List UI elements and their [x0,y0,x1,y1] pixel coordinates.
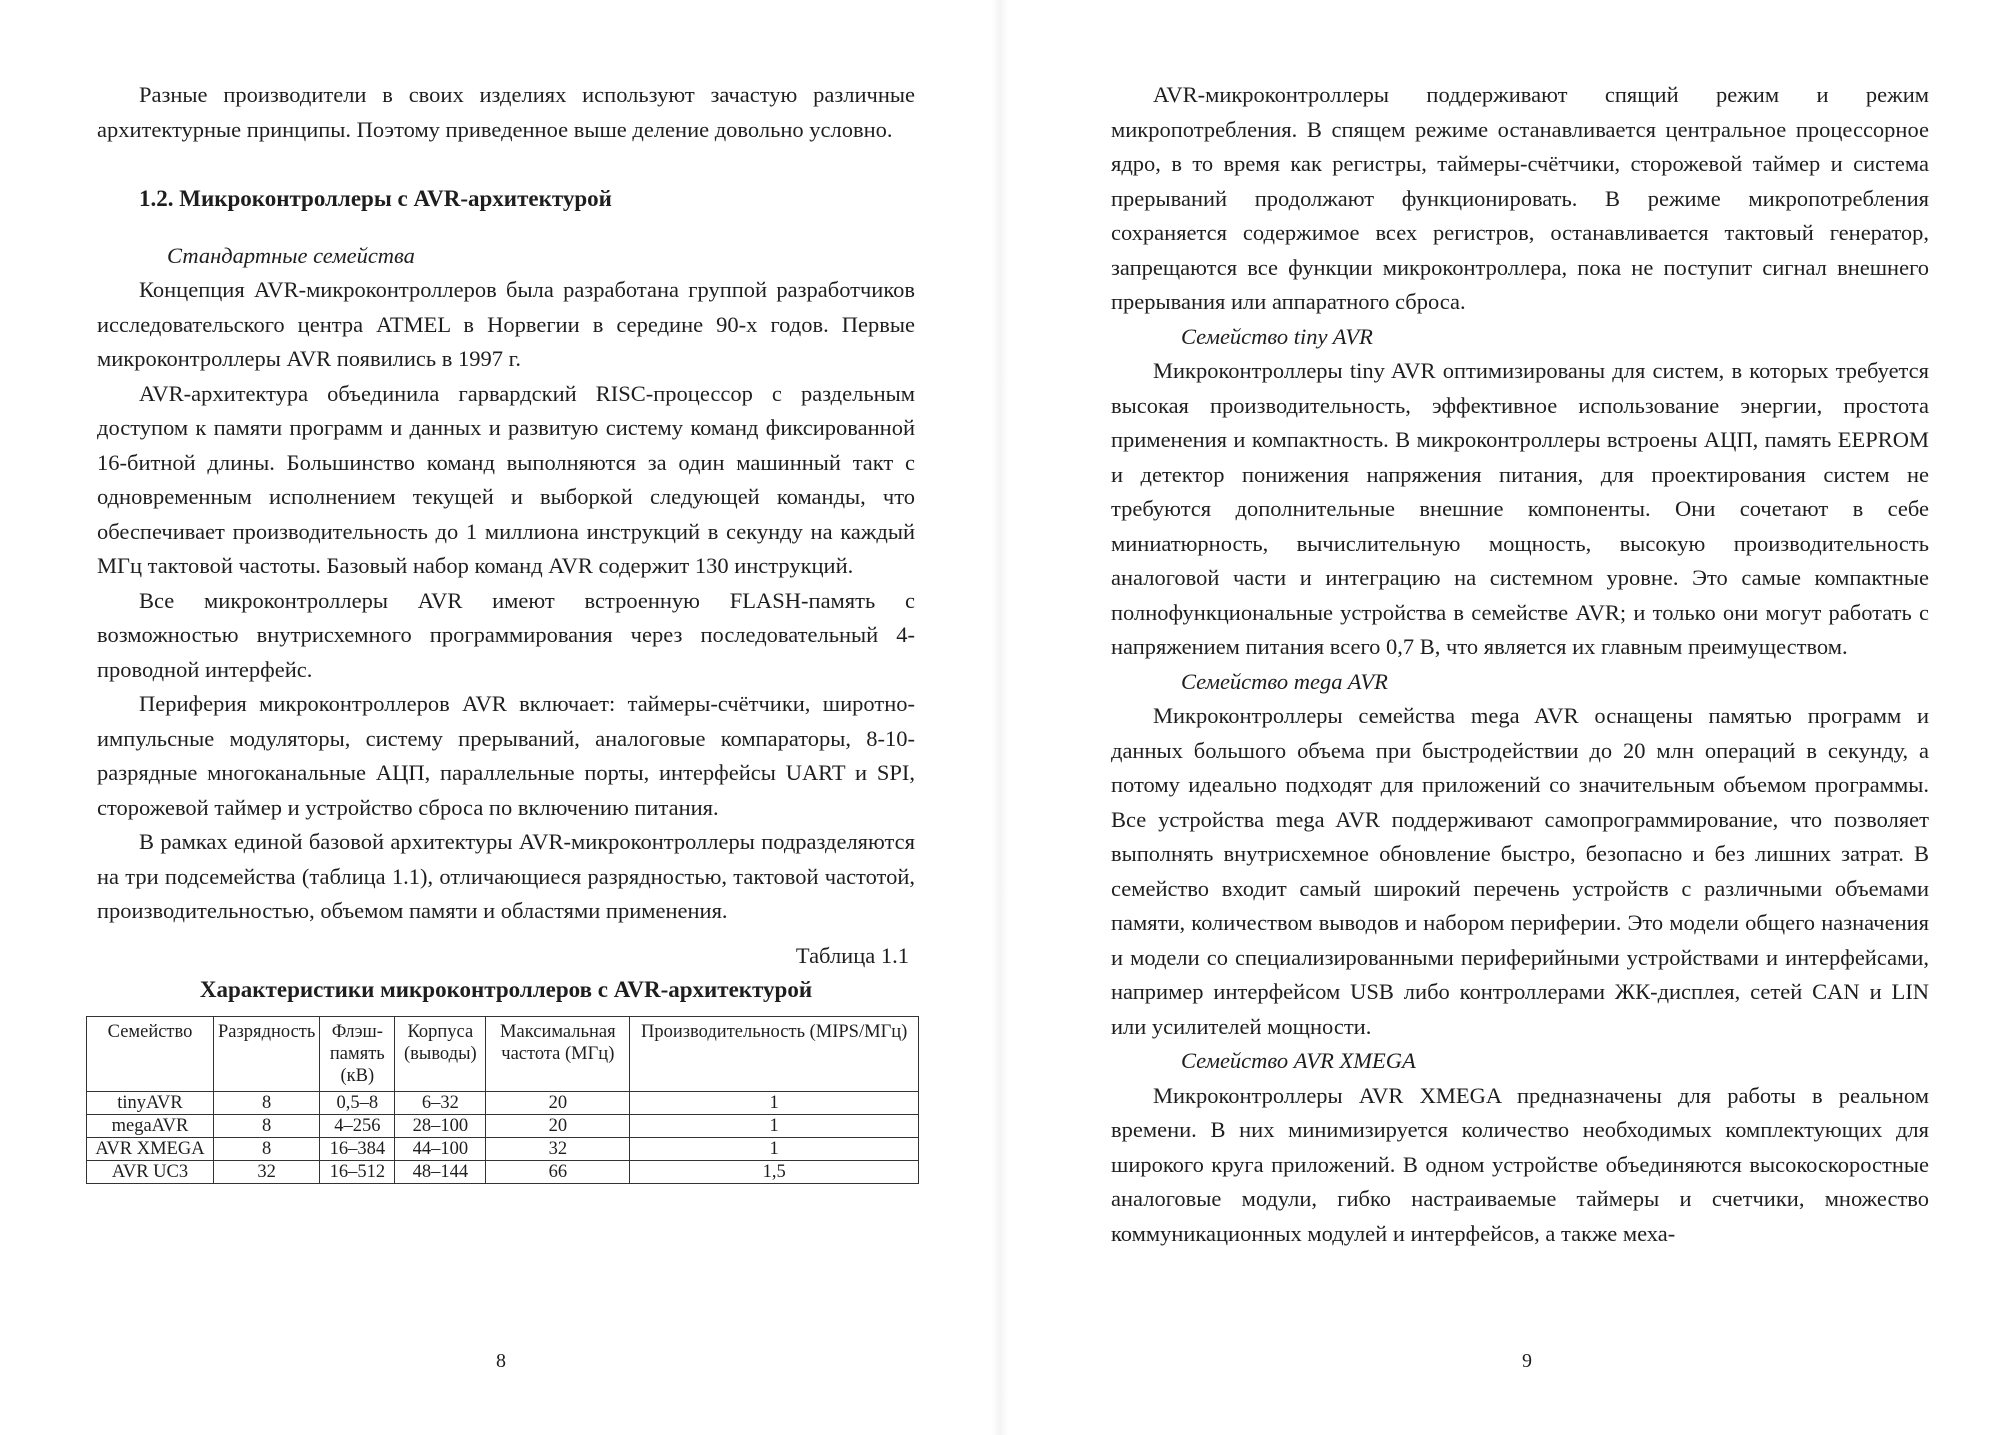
right-page [1000,0,2000,1435]
cell-bitness: 8 [214,1137,320,1160]
section-heading: 1.2. Микроконтроллеры с AVR-архитектурой [139,186,612,211]
paragraph-subfamilies: В рамках единой базовой архитектуры AVR-микроконтроллеры подразделяются на три подсемейства (таблица 1.1), отличающиеся разрядностью, тактовой частотой, производительностью, объемом памяти и областями применения. [97,829,915,923]
cell-flash: 4–256 [320,1114,395,1137]
paragraph-avr-concept: Концепция AVR-микроконтроллеров была разработана группой разработчиков исследовательского центра ATMEL в Норвегии в середине 90-х годов. Первые микроконтроллеры AVR появились в 1997 г. [97,277,915,371]
cell-family: AVR XMEGA [87,1137,214,1160]
paragraph-flash-memory: Все микроконтроллеры AVR имеют встроенную FLASH-память с возможностью внутрисхемного программирования через последовательный 4-проводной интерфейс. [97,587,915,682]
header-packages: Корпуса (выводы) [395,1016,486,1091]
table-label: Таблица 1.1 [795,942,909,968]
cell-packages: 44–100 [395,1137,486,1160]
paragraph-tiny-avr: Микроконтроллеры tiny AVR оптимизированы для систем, в которых требуется высокая производительность, эффективное использование энергии, простота применения и компактность. В микроконтроллеры встроены АЦП, память EEPROM и детектор понижения напряжения питания, для проектирования систем не требуются дополнительные внешние компоненты. Они сочетают в себе миниатюрность, вычислительную мощность, высокую производительность аналоговой части и интеграцию на системном уровне. Это самые компактные полнофункциональные устройства в семействе AVR; и только они могут работать с напряжением питания всего 0,7 В, что является их главным преимуществом. [1111,358,1929,659]
header-bitness: Разрядность [214,1016,320,1091]
cell-performance: 1,5 [630,1160,919,1183]
header-performance: Производительность (MIPS/МГц) [630,1016,919,1091]
cell-bitness: 32 [214,1160,320,1183]
cell-bitness: 8 [214,1091,320,1114]
table-title: Характеристики микроконтроллеров с AVR-архитектурой [199,977,813,1002]
cell-frequency: 20 [486,1091,630,1114]
left-text-column [97,78,915,1184]
cell-frequency: 20 [486,1114,630,1137]
paragraph-mega-avr: Микроконтроллеры семейства mega AVR оснащены памятью программ и данных большого объема при быстродействии до 20 млн операций в секунду, а потому идеально подходят для приложений со значительным объемом программы. Все устройства mega AVR поддерживают самопрограммирование, что позволяет выполнять внутрисхемное обновление быстро, безопасно и без лишних затрат. В семейство входит самый широкий перечень устройств с различными объемами памяти, количеством выводов и набором периферии. Это модели общего назначения и модели со специализированными периферийными устройствами и интерфейсами, например интерфейсом USB либо контроллерами ЖК-дисплея, сетей CAN и LIN или усилителей мощности. [1111,703,1929,1039]
subheading-mega-avr: Семейство mega AVR [1181,668,1388,694]
cell-flash: 0,5–8 [320,1091,395,1114]
intro-paragraph: Разные производители в своих изделиях используют зачастую различные архитектурные принципы. Поэтому приведенное выше деление довольно условно. [97,82,915,142]
cell-flash: 16–512 [320,1160,395,1183]
page-number-left: 8 [496,1350,506,1372]
avr-characteristics-table [86,1016,919,1184]
cell-performance: 1 [630,1137,919,1160]
cell-flash: 16–384 [320,1137,395,1160]
cell-frequency: 32 [486,1137,630,1160]
header-family: Семейство [87,1016,214,1091]
paragraph-avr-architecture: AVR-архитектура объединила гарвардский RISC-процессор с раздельным доступом к памяти программ и данных и развитую систему команд фиксированной 16-битной длины. Большинство команд выполняются за один машинный такт с одновременным исполнением текущей и выборкой следующей команды, что обеспечивает производительность до 1 миллиона инструкций в секунду на каждый МГц тактовой частоты. Базовый набор команд AVR содержит 130 инструкций. [97,380,915,578]
cell-performance: 1 [630,1091,919,1114]
cell-family: tinyAVR [87,1091,214,1114]
cell-bitness: 8 [214,1114,320,1137]
table-row [87,1114,919,1137]
right-text-column [1111,78,1929,1251]
subheading-standard-families: Стандартные семейства [167,242,415,268]
paragraph-peripherals: Периферия микроконтроллеров AVR включает: таймеры-счётчики, широтно-импульсные модуляторы, систему прерываний, аналоговые компараторы, 8-10-разрядные многоканальные АЦП, параллельные порты, интерфейсы UART и SPI, сторожевой таймер и устройство сброса по включению питания. [97,691,915,820]
table-header-row [87,1016,919,1091]
cell-packages: 6–32 [395,1091,486,1114]
page-number-right: 9 [1522,1350,1532,1372]
table-row [87,1160,919,1183]
header-flash: Флэш-память (кВ) [320,1016,395,1091]
cell-packages: 48–144 [395,1160,486,1183]
cell-family: megaAVR [87,1114,214,1137]
subheading-avr-xmega: Семейство AVR XMEGA [1181,1048,1416,1073]
paragraph-sleep-modes: AVR-микроконтроллеры поддерживают спящий режим и режим микропотребления. В спящем режиме останавливается центральное процессорное ядро, в то время как регистры, таймеры-счётчики, сторожевой таймер и система прерываний продолжают функционировать. В режиме микропотребления сохраняется содержимое всех регистров, останавливается тактовый генератор, запрещаются все функции микроконтроллера, пока не поступит сигнал внешнего прерывания или аппаратного сброса. [1111,82,1929,314]
table-row [87,1137,919,1160]
cell-family: AVR UC3 [87,1160,214,1183]
table-row [87,1091,919,1114]
paragraph-avr-xmega: Микроконтроллеры AVR XMEGA предназначены для работы в реальном времени. В них минимизируется количество необходимых комплектующих для широкого круга приложений. В одном устройстве объединяются высокоскоростные аналоговые модули, гибко настраиваемые таймеры и счетчики, множество коммуникационных модулей и интерфейсов, а также меха- [1111,1082,1929,1246]
header-max-frequency: Максимальная частота (МГц) [486,1016,630,1091]
subheading-tiny-avr: Семейство tiny AVR [1181,323,1373,349]
cell-packages: 28–100 [395,1114,486,1137]
cell-performance: 1 [630,1114,919,1137]
cell-frequency: 66 [486,1160,630,1183]
